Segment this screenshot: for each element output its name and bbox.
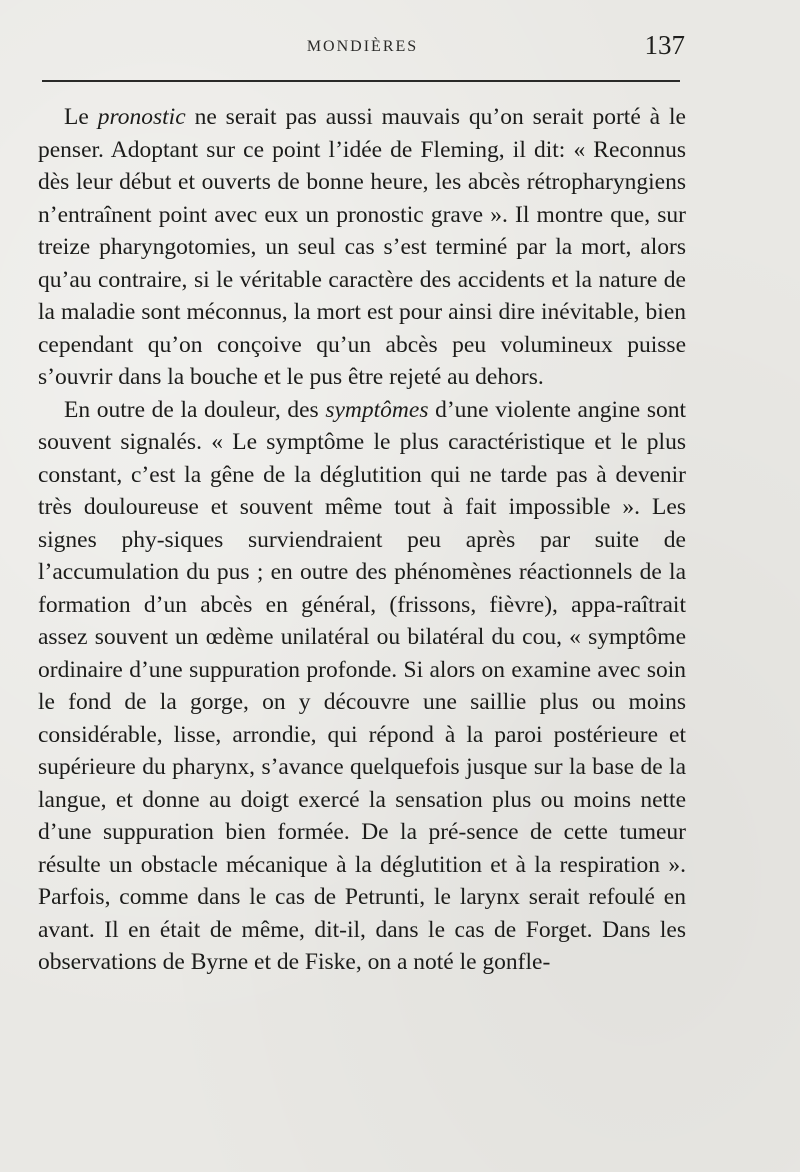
paragraph	[38, 101, 686, 394]
text-run: En outre de la douleur, des	[64, 396, 326, 423]
running-head	[40, 30, 685, 70]
page-number: 137	[644, 30, 685, 60]
text-run: ne serait pas aussi mauvais qu’on serait porté à le penser. Adoptant sur ce point l’idée de Fleming, il dit: « Reconnus dès leur début et ouverts de bonne heure, les abcès rétropharyngiens n’entraînent point avec eux un pronostic grave ». Il montre que, sur treize pharyngotomies, un seul cas s’est terminé par la mort, alors qu’au contraire, si le véritable caractère des accidents et la nature de la maladie sont méconnus, la mort est pour ainsi dire inévitable, bien cependant qu’on conçoive qu’un abcès peu volumineux puisse s’ouvrir dans la bouche et le pus être rejeté au dehors.	[38, 104, 686, 390]
header-rule	[42, 80, 680, 82]
italic-term: pronostic	[97, 104, 186, 130]
running-title: MONDIÈRES	[306, 38, 419, 55]
body-text	[38, 101, 686, 979]
paragraph	[38, 394, 686, 979]
text-run: d’une violente angine sont souvent signalés. « Le symptôme le plus caractéristique et le plus constant, c’est la gêne de la déglutition qui ne tarde pas à devenir très douloureuse et souvent même tout à fait impossible ». Les signes phy-siques surviendraient peu après par suite de l’accumulation du pus ; en outre des phénomènes réactionnels de la formation d’un abcès en général, (frissons, fièvre), appa-raîtrait assez souvent un œdème unilatéral ou bilatéral du cou, « symptôme ordinaire d’une suppuration profonde. Si alors on examine avec soin le fond de la gorge, on y découvre une saillie plus ou moins considérable, lisse, arrondie, qui répond à la paroi postérieure et supérieure du pharynx, s’avance quelquefois jusque sur la base de la langue, et donne au doigt exercé la sensation plus ou moins nette d’une suppuration bien formée. De la pré-sence de cette tumeur résulte un obstacle mécanique à la déglutition et à la respiration ». Parfois, comme dans le cas de Petrunti, le larynx serait refoulé en avant. Il en était de même, dit-il, dans le cas de Forget. Dans les observations de Byrne et de Fiske, on a noté le gonfle-	[38, 396, 686, 975]
text-run: Le	[64, 104, 98, 130]
italic-term: symptômes	[325, 396, 429, 423]
